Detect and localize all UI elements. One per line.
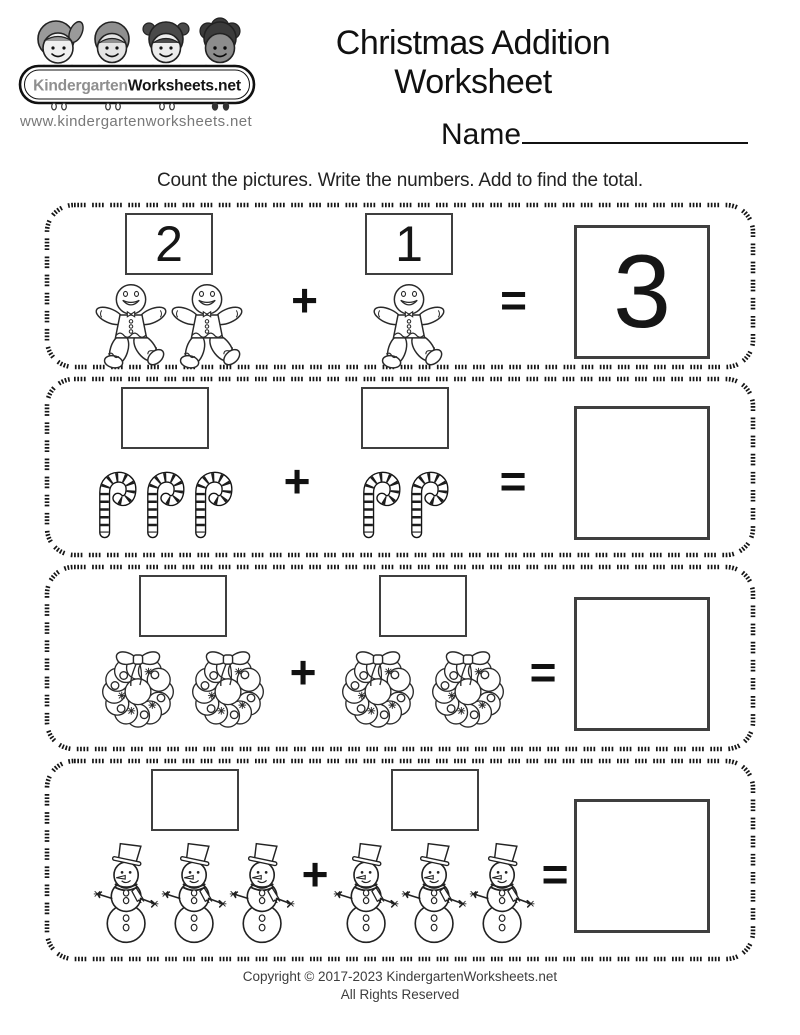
problem-row-1 <box>44 202 756 370</box>
pictures-group <box>94 282 244 370</box>
kid-boy-gray-icon <box>95 22 129 63</box>
addend-group <box>94 213 244 370</box>
wreath-icon <box>424 644 512 728</box>
site-logo <box>16 12 258 112</box>
addend-box[interactable] <box>125 213 213 275</box>
problem-row-3 <box>44 564 756 752</box>
pictures-group <box>94 456 236 542</box>
addend-box[interactable] <box>139 575 227 637</box>
pictures-group <box>372 282 446 370</box>
sum-number: 3 <box>613 233 671 350</box>
candy-cane-icon <box>358 456 404 542</box>
candy-cane-icon <box>190 456 236 542</box>
snowman-icon <box>92 838 162 948</box>
problems-list <box>44 202 756 962</box>
addend-box[interactable] <box>361 387 449 449</box>
equals-operator: = <box>500 273 527 326</box>
addend-box[interactable] <box>379 575 467 637</box>
name-label: Name <box>441 118 522 151</box>
addend-group <box>94 575 272 728</box>
page-title: Christmas Addition Worksheet <box>335 24 611 101</box>
answer-box[interactable] <box>574 406 710 540</box>
plus-operator: + <box>301 847 329 900</box>
addend-box[interactable] <box>151 769 239 831</box>
equals-operator: = <box>499 454 527 507</box>
addend-number: 2 <box>155 216 183 272</box>
equals-operator: = <box>541 847 569 900</box>
addend-group <box>334 769 536 948</box>
snowman-icon <box>160 838 230 948</box>
snowman-icon <box>400 838 470 948</box>
problem-row-2 <box>44 376 756 558</box>
gingerbread-man-icon <box>372 282 446 370</box>
addend-number: 1 <box>395 216 423 272</box>
candy-cane-icon <box>94 456 140 542</box>
addend-box[interactable] <box>121 387 209 449</box>
answer-box[interactable] <box>574 597 710 731</box>
name-row <box>441 114 748 152</box>
snowman-icon <box>468 838 538 948</box>
copyright-text: Copyright © 2017-2023 KindergartenWorksheets.net <box>242 969 558 984</box>
plus-operator: + <box>289 645 317 698</box>
pictures-group <box>94 838 296 948</box>
wreath-icon <box>94 644 182 728</box>
website-url: www.kindergartenworksheets.net <box>20 113 253 130</box>
instruction-text: Count the pictures. Write the numbers. Add to find the total. <box>157 170 643 191</box>
footer <box>0 968 800 1003</box>
kid-girl-gray-icon <box>38 20 86 63</box>
candy-cane-icon <box>142 456 188 542</box>
logo-text: KindergartenWorksheets.net <box>33 77 241 95</box>
snowman-icon <box>228 838 298 948</box>
pictures-group <box>94 644 272 728</box>
problem-row-4 <box>44 758 756 962</box>
gingerbread-man-icon <box>170 282 244 370</box>
pictures-group <box>334 644 512 728</box>
kid-boy-curly-icon <box>200 18 240 63</box>
addend-group <box>94 769 296 948</box>
rights-text: All Rights Reserved <box>340 986 460 1002</box>
addend-group <box>94 387 236 542</box>
equals-operator: = <box>529 645 557 698</box>
kid-girl-pigtails-icon <box>143 22 189 63</box>
addend-box[interactable] <box>365 213 453 275</box>
name-line[interactable] <box>522 114 748 144</box>
addend-group <box>334 575 512 728</box>
addend-group <box>358 387 452 542</box>
addend-box[interactable] <box>391 769 479 831</box>
answer-box[interactable] <box>574 799 710 933</box>
candy-cane-icon <box>406 456 452 542</box>
snowman-icon <box>332 838 402 948</box>
pictures-group <box>358 456 452 542</box>
wreath-icon <box>334 644 422 728</box>
pictures-group <box>334 838 536 948</box>
answer-box[interactable] <box>574 225 710 359</box>
gingerbread-man-icon <box>94 282 168 370</box>
wreath-icon <box>184 644 272 728</box>
plus-operator: + <box>291 273 318 326</box>
addend-group <box>365 213 453 370</box>
plus-operator: + <box>283 454 311 507</box>
